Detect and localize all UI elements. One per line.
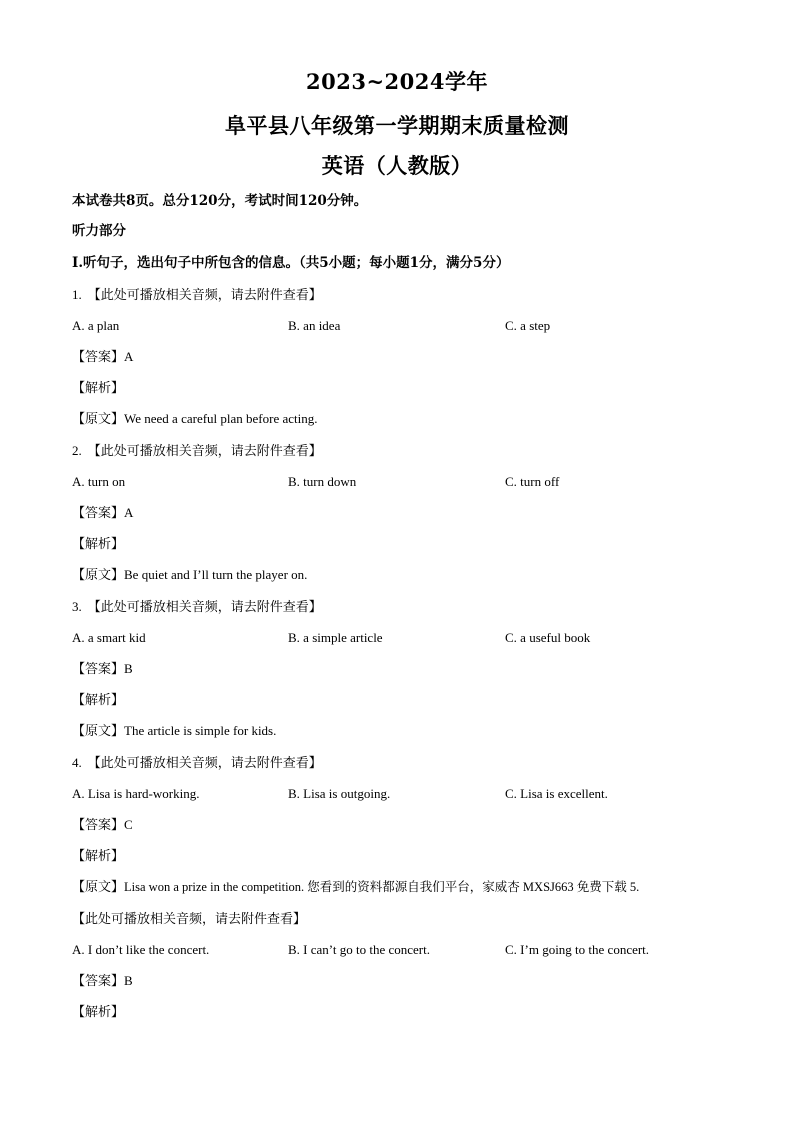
answer-line — [72, 348, 133, 367]
answer-value: C — [124, 817, 133, 832]
option-b: B. I can’t go to the concert. — [288, 942, 430, 957]
question-prompt — [72, 598, 322, 617]
option-a: A. I don’t like the concert. — [72, 942, 210, 957]
original-label: 【原文】 — [72, 412, 125, 427]
question-number: 3. — [72, 599, 82, 614]
question-number: 2. — [72, 443, 82, 458]
answer-line — [72, 504, 133, 523]
analysis-label: 【解析】 — [72, 1005, 125, 1020]
answer-value: B — [124, 973, 133, 988]
audio-placeholder: 【此处可播放相关音频，请去附件查看】 — [72, 912, 307, 927]
question-number: 1. — [72, 287, 82, 302]
option-a: A. turn on — [72, 474, 126, 489]
option-c: C. turn off — [505, 474, 560, 489]
option-c: C. a step — [505, 318, 551, 333]
option-b: B. turn down — [288, 474, 357, 489]
option-a: A. a plan — [72, 318, 120, 333]
original-line — [72, 410, 318, 429]
question-number: 4. — [72, 755, 82, 770]
original-text: We need a careful plan before acting. — [124, 411, 318, 426]
answer-line — [72, 816, 133, 835]
analysis-label: 【解析】 — [72, 381, 125, 396]
answer-value: B — [124, 661, 133, 676]
question-prompt — [72, 754, 322, 773]
option-b: B. a simple article — [288, 630, 383, 645]
analysis-line — [72, 1003, 124, 1022]
original-line — [72, 722, 276, 741]
answer-label: 【答案】 — [72, 974, 125, 989]
option-c: C. I’m going to the concert. — [505, 942, 650, 957]
question-prompt — [72, 442, 322, 461]
answer-label: 【答案】 — [72, 506, 125, 521]
option-a: A. a smart kid — [72, 630, 146, 645]
analysis-label: 【解析】 — [72, 693, 125, 708]
answer-value: A — [124, 349, 134, 364]
analysis-label: 【解析】 — [72, 537, 125, 552]
original-line — [72, 878, 639, 897]
answer-label: 【答案】 — [72, 350, 125, 365]
option-b: B. Lisa is outgoing. — [288, 786, 391, 801]
analysis-line — [72, 847, 124, 866]
option-a: A. Lisa is hard-working. — [72, 786, 200, 801]
subject-title: 英语（人教版） — [321, 153, 473, 178]
analysis-line — [72, 379, 124, 398]
audio-placeholder: 【此处可播放相关音频，请去附件查看】 — [87, 756, 322, 771]
exam-notice: 本试卷共8页。总分120分，考试时间120分钟。 — [72, 193, 368, 209]
original-label: 【原文】 — [72, 880, 125, 895]
question-prompt — [72, 286, 322, 305]
analysis-line — [72, 535, 124, 554]
section-heading: 听力部分 — [72, 223, 126, 239]
answer-label: 【答案】 — [72, 818, 125, 833]
answer-line — [72, 972, 133, 991]
answer-label: 【答案】 — [72, 662, 125, 677]
original-text: Be quiet and I’ll turn the player on. — [124, 567, 308, 582]
question-prompt — [72, 910, 306, 929]
audio-placeholder: 【此处可播放相关音频，请去附件查看】 — [87, 444, 322, 459]
exam-title: 阜平县八年级第一学期期末质量检测 — [225, 113, 569, 138]
option-c: C. a useful book — [505, 630, 591, 645]
part-instruction: Ⅰ.听句子，选出句子中所包含的信息。（共5小题；每小题1分，满分5分） — [72, 255, 510, 271]
original-text: Lisa won a prize in the competition. 您看到的资料都源自我们平台，家威杏 MXSJ663 免费下载 5. — [124, 880, 640, 894]
analysis-label: 【解析】 — [72, 849, 125, 864]
year-heading: 2023~2024学年 — [306, 69, 488, 94]
audio-placeholder: 【此处可播放相关音频，请去附件查看】 — [87, 600, 322, 615]
analysis-line — [72, 691, 124, 710]
option-c: C. Lisa is excellent. — [505, 786, 608, 801]
original-label: 【原文】 — [72, 724, 125, 739]
original-label: 【原文】 — [72, 568, 125, 583]
answer-line — [72, 660, 133, 679]
answer-value: A — [124, 505, 134, 520]
audio-placeholder: 【此处可播放相关音频，请去附件查看】 — [87, 288, 322, 303]
original-line — [72, 566, 307, 585]
option-b: B. an idea — [288, 318, 341, 333]
original-text: The article is simple for kids. — [124, 723, 277, 738]
